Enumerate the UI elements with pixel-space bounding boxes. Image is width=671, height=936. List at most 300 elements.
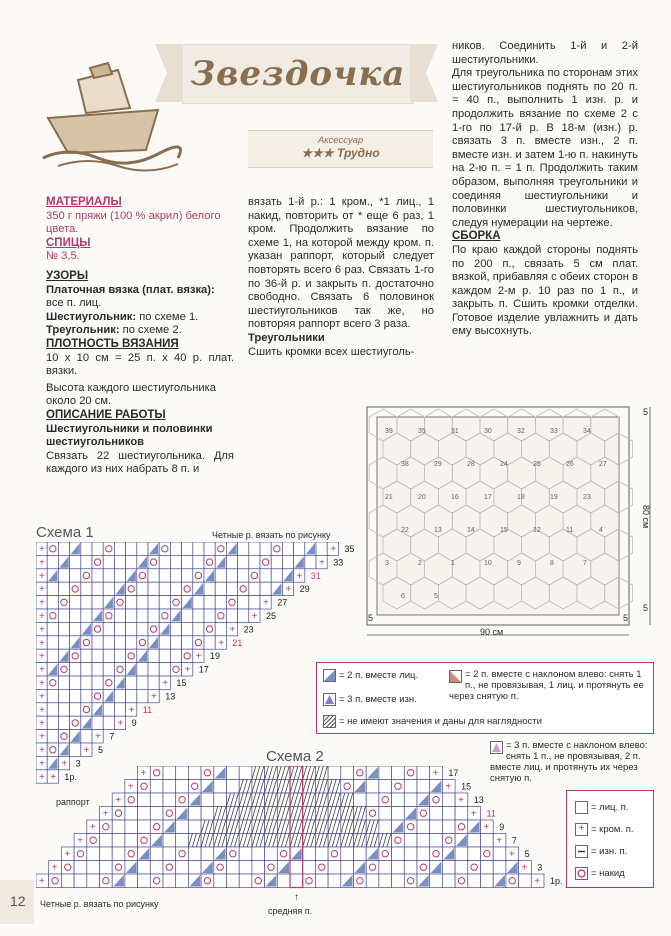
needles-text: № 3,5. bbox=[46, 250, 80, 263]
scheme2-row-label: 11 bbox=[486, 808, 496, 819]
scheme2-cell bbox=[74, 874, 87, 888]
scheme1-cell bbox=[47, 689, 58, 702]
scheme1-cell bbox=[114, 569, 125, 582]
scheme1-cell bbox=[238, 596, 249, 609]
scheme1-cell bbox=[70, 622, 81, 635]
column-3 bbox=[452, 40, 638, 339]
scheme1-cell bbox=[182, 649, 193, 662]
scheme1-cell bbox=[271, 555, 282, 568]
scheme2-cell bbox=[138, 874, 151, 888]
scheme1-cell bbox=[249, 582, 260, 595]
edge-stitch: + bbox=[39, 611, 45, 622]
scheme2-cell bbox=[227, 861, 240, 875]
edge-stitch: + bbox=[534, 876, 541, 887]
scheme2-cell bbox=[138, 834, 151, 848]
scheme1-cell bbox=[182, 542, 193, 555]
scheme1-cell bbox=[126, 676, 137, 689]
scheme1-cell bbox=[249, 542, 260, 555]
scheme2-cell bbox=[188, 766, 201, 780]
scheme2-cell bbox=[150, 874, 163, 888]
scheme2-cell bbox=[417, 820, 430, 834]
category-label: Аксессуар bbox=[317, 135, 364, 146]
scheme1-cell bbox=[70, 676, 81, 689]
scheme1-cell bbox=[114, 609, 125, 622]
edge-stitch: + bbox=[229, 624, 236, 636]
scheme1-cell bbox=[70, 609, 81, 622]
scheme2-cell bbox=[455, 874, 468, 888]
scheme2-cell bbox=[442, 861, 455, 875]
scheme1-cell bbox=[81, 596, 92, 609]
scheme2-cell bbox=[417, 766, 430, 780]
edge-stitch: + bbox=[285, 584, 292, 596]
scheme1-cell bbox=[126, 596, 137, 609]
scheme2-cell bbox=[354, 766, 367, 780]
scheme1-row-label: 27 bbox=[277, 597, 288, 608]
scheme1-cell bbox=[70, 663, 81, 676]
legend-l3: = 3 п. вместе изн. bbox=[339, 694, 417, 706]
scheme2-cell bbox=[87, 847, 100, 861]
scheme2-cell bbox=[379, 861, 392, 875]
scheme2-cell bbox=[112, 807, 125, 821]
scheme1-cell bbox=[92, 596, 103, 609]
key-k1: = лиц. п. bbox=[591, 802, 629, 814]
scheme2-cell bbox=[214, 861, 227, 875]
scheme1-cell bbox=[204, 542, 215, 555]
scheme1-cell bbox=[47, 730, 58, 743]
scheme1-cell bbox=[81, 703, 92, 716]
edge-stitch: + bbox=[128, 704, 135, 716]
scheme2-cell bbox=[404, 780, 417, 794]
scheme2-cell bbox=[176, 820, 189, 834]
scheme2-cell bbox=[176, 780, 189, 794]
scheme2-cell bbox=[354, 874, 367, 888]
scheme1-cell bbox=[92, 622, 103, 635]
scheme1-cell bbox=[182, 569, 193, 582]
piece-number: 2 bbox=[418, 560, 422, 567]
scheme2-cell bbox=[303, 874, 316, 888]
scheme2-cell bbox=[341, 780, 354, 794]
piece-number: 29 bbox=[434, 461, 442, 468]
scheme2-cell bbox=[341, 766, 354, 780]
scheme2-cell bbox=[430, 847, 443, 861]
scheme2-cell bbox=[201, 793, 214, 807]
scheme1-cell bbox=[92, 689, 103, 702]
scheme1-cell bbox=[103, 676, 114, 689]
piece-number: 39 bbox=[385, 428, 393, 435]
scheme1-cell bbox=[282, 555, 293, 568]
edge-stitch: + bbox=[39, 557, 45, 569]
scheme2-cell bbox=[442, 834, 455, 848]
scheme1-cell bbox=[204, 555, 215, 568]
scheme1-cell bbox=[305, 555, 316, 568]
scheme2-cell bbox=[125, 793, 138, 807]
scheme2-cell bbox=[290, 874, 303, 888]
scheme1-row-label: 9 bbox=[131, 718, 137, 729]
scheme2-cell bbox=[201, 874, 214, 888]
scheme1-cell bbox=[126, 636, 137, 649]
inner-panel bbox=[377, 417, 619, 615]
scheme1-cell bbox=[294, 542, 305, 555]
scheme1-cell bbox=[126, 582, 137, 595]
piece-number: 1 bbox=[451, 560, 455, 567]
scheme2-cell bbox=[379, 780, 392, 794]
scheme1-cell bbox=[249, 555, 260, 568]
page-number-label: 12 bbox=[10, 893, 26, 909]
scheme1-cell bbox=[114, 542, 125, 555]
edge-stitch: + bbox=[140, 768, 147, 779]
scheme1-row-label: 23 bbox=[243, 624, 254, 635]
edge-stitch: + bbox=[127, 781, 134, 793]
scheme2-cell bbox=[112, 847, 125, 861]
scheme1-cell bbox=[238, 569, 249, 582]
piece-number: 7 bbox=[583, 560, 587, 567]
scheme1-cell bbox=[137, 569, 148, 582]
scheme2-cell bbox=[176, 847, 189, 861]
scheme2-cell bbox=[163, 834, 176, 848]
edge-stitch: + bbox=[39, 771, 45, 783]
scheme1-cell bbox=[47, 609, 58, 622]
scheme1-cell bbox=[114, 689, 125, 702]
piece-number: 8 bbox=[550, 560, 554, 567]
scheme1-cell bbox=[47, 743, 58, 756]
scheme2-cell bbox=[392, 847, 405, 861]
edge-stitch: + bbox=[39, 570, 45, 582]
scheme1-cell bbox=[238, 555, 249, 568]
yarnover-icon bbox=[575, 867, 588, 880]
scheme2-cell bbox=[442, 807, 455, 821]
piece-number: 28 bbox=[467, 461, 475, 468]
scheme2-cell bbox=[188, 861, 201, 875]
scheme1-cell bbox=[193, 569, 204, 582]
scheme2-cell bbox=[201, 766, 214, 780]
scheme2-cell bbox=[468, 834, 481, 848]
scheme2-cell bbox=[392, 834, 405, 848]
scheme1-cell bbox=[103, 582, 114, 595]
scheme1-cell bbox=[148, 582, 159, 595]
difficulty-stars: ★★★ bbox=[301, 146, 334, 160]
k2tog-icon bbox=[323, 669, 336, 682]
scheme1-cell bbox=[137, 689, 148, 702]
scheme1-cell bbox=[159, 596, 170, 609]
column-2 bbox=[248, 196, 434, 359]
key-k2: = кром. п. bbox=[591, 824, 634, 836]
scheme1-cell bbox=[170, 596, 181, 609]
scheme1-cell bbox=[114, 663, 125, 676]
scheme1-cell bbox=[58, 730, 69, 743]
scheme1-cell bbox=[137, 622, 148, 635]
scheme1-cell bbox=[92, 636, 103, 649]
scheme2-cell bbox=[188, 847, 201, 861]
scheme1-cell bbox=[316, 542, 327, 555]
scheme1-row-label: 17 bbox=[198, 664, 209, 675]
scheme2-cell bbox=[176, 793, 189, 807]
edge-stitch: + bbox=[296, 570, 303, 582]
scheme1-cell bbox=[137, 596, 148, 609]
scheme1-cell bbox=[193, 609, 204, 622]
column-1 bbox=[46, 196, 234, 477]
scheme2-cell bbox=[404, 793, 417, 807]
scheme2-row-label: 3 bbox=[537, 862, 543, 873]
scheme1-cell bbox=[103, 663, 114, 676]
scheme2-cell bbox=[163, 793, 176, 807]
scheme1-cell bbox=[81, 609, 92, 622]
piece-number: 34 bbox=[583, 428, 591, 435]
piece-number: 22 bbox=[401, 527, 409, 534]
scheme1-cell bbox=[47, 676, 58, 689]
scheme1-cell bbox=[193, 542, 204, 555]
piece-number: 18 bbox=[517, 494, 525, 501]
col3-text-1: ников. Соединить 1-й и 2-й шестиугольники. bbox=[452, 40, 638, 66]
scheme1-cell bbox=[58, 609, 69, 622]
scheme1-cell bbox=[92, 542, 103, 555]
border-left-label: 5 bbox=[368, 613, 374, 623]
scheme1-row-label: 7 bbox=[109, 731, 115, 742]
scheme2-cell bbox=[188, 807, 201, 821]
edge-stitch: + bbox=[39, 664, 45, 676]
knit-icon bbox=[575, 801, 588, 814]
scheme2-cell bbox=[163, 807, 176, 821]
edge-stitch: + bbox=[508, 849, 515, 860]
scheme2-cell bbox=[506, 874, 519, 888]
scheme2-cell bbox=[239, 847, 252, 861]
pattern-hex-desc: по схеме 1. bbox=[136, 310, 199, 323]
scheme2-cell bbox=[404, 820, 417, 834]
edge-stitch: + bbox=[39, 584, 45, 596]
scheme1-row-label: 31 bbox=[310, 570, 321, 581]
scheme1-cell bbox=[103, 555, 114, 568]
scheme1-cell bbox=[159, 636, 170, 649]
scheme2-cell bbox=[150, 847, 163, 861]
scheme1-cell bbox=[70, 582, 81, 595]
scheme2-cell bbox=[61, 861, 74, 875]
scheme2-cell bbox=[468, 847, 481, 861]
edge-stitch: + bbox=[521, 862, 528, 874]
scheme1-cell bbox=[148, 609, 159, 622]
scheme2-cell bbox=[214, 874, 227, 888]
scheme1-cell bbox=[271, 569, 282, 582]
scheme2-cell bbox=[138, 807, 151, 821]
scheme1-cell bbox=[92, 569, 103, 582]
edge-stitch: + bbox=[39, 704, 45, 716]
scheme1-cell bbox=[260, 555, 271, 568]
scheme1-row-label: 19 bbox=[210, 651, 221, 662]
scheme2-cell bbox=[417, 861, 430, 875]
scheme1-cell bbox=[226, 609, 237, 622]
edge-stitch: + bbox=[102, 808, 109, 820]
piece-number: 9 bbox=[517, 560, 521, 567]
scheme1-cell bbox=[47, 703, 58, 716]
edge-stitch: + bbox=[432, 768, 439, 779]
scheme1-cell bbox=[159, 649, 170, 662]
piece-number: 5 bbox=[434, 593, 438, 600]
scheme2-cell bbox=[252, 861, 265, 875]
scheme2-cell bbox=[239, 766, 252, 780]
edge-stitch: + bbox=[95, 731, 101, 743]
key-k3: = изн. п. bbox=[591, 846, 628, 858]
scheme1-cell bbox=[81, 569, 92, 582]
scheme1-cell bbox=[47, 622, 58, 635]
scheme1-rapport: раппорт bbox=[56, 797, 90, 807]
scheme2-cell bbox=[239, 874, 252, 888]
scheme1-cell bbox=[103, 609, 114, 622]
pattern-tri-label: Треугольник: bbox=[46, 324, 120, 337]
scheme1-cell bbox=[170, 649, 181, 662]
page-title: Звездочка bbox=[190, 54, 406, 94]
edge-stitch: + bbox=[39, 678, 45, 689]
scheme2-cell bbox=[430, 793, 443, 807]
legend-l2: = 2 п. вместе с наклоном влево: снять 1 п., не провязывая, 1 лиц. и протянуть ее через снятую п. bbox=[449, 669, 644, 702]
edge-stitch: + bbox=[218, 637, 225, 649]
scheme1-cell bbox=[249, 569, 260, 582]
piece-number: 24 bbox=[500, 461, 508, 468]
edge-stitch: + bbox=[195, 651, 202, 663]
scheme2-row-label: 7 bbox=[511, 835, 517, 846]
scheme1-cell bbox=[70, 743, 81, 756]
edge-stitch: + bbox=[115, 795, 122, 806]
scheme1-cell bbox=[170, 582, 181, 595]
scheme1-cell bbox=[58, 703, 69, 716]
scheme1-cell bbox=[182, 636, 193, 649]
scheme2-cell bbox=[455, 820, 468, 834]
scheme1-cell bbox=[137, 542, 148, 555]
scheme2-cell bbox=[392, 766, 405, 780]
legend-l4: = не имеют значения и даны для наглядности bbox=[339, 716, 542, 728]
difficulty-banner bbox=[248, 130, 433, 168]
piece-number: 11 bbox=[566, 527, 574, 534]
scheme2-cell bbox=[442, 874, 455, 888]
scheme1-cell bbox=[193, 596, 204, 609]
scheme1-cell bbox=[238, 609, 249, 622]
scheme1-cell bbox=[148, 596, 159, 609]
density-heading: ПЛОТНОСТЬ ВЯЗАНИЯ bbox=[46, 337, 179, 350]
scheme2-row-label: 15 bbox=[461, 781, 472, 792]
scheme1-cell bbox=[47, 582, 58, 595]
scheme1-row-label: 21 bbox=[232, 637, 243, 648]
scheme1-cell bbox=[204, 622, 215, 635]
scheme2-cell bbox=[265, 847, 278, 861]
scheme2-row-label: 9 bbox=[499, 822, 505, 832]
scheme1-cell bbox=[204, 636, 215, 649]
scheme1-cell bbox=[126, 689, 137, 702]
piece-number: 13 bbox=[434, 527, 442, 534]
scheme1-row-label: 33 bbox=[333, 557, 344, 568]
scheme1-cell bbox=[58, 542, 69, 555]
scheme1-cell bbox=[170, 622, 181, 635]
edge-stitch: + bbox=[483, 822, 490, 833]
scheme1-cell bbox=[81, 676, 92, 689]
scheme2-cell bbox=[468, 874, 481, 888]
edge-stitch: + bbox=[39, 637, 45, 649]
scheme2-row-label: 5 bbox=[524, 849, 530, 859]
scheme1-cell bbox=[137, 676, 148, 689]
scheme2-cell bbox=[303, 861, 316, 875]
scheme2-cell bbox=[404, 847, 417, 861]
scheme2-cell bbox=[176, 874, 189, 888]
scheme1-cell bbox=[70, 689, 81, 702]
edge-stitch: + bbox=[458, 795, 464, 806]
work-text: Связать 22 шестиугольника. Для каждого из них набрать 8 п. и bbox=[46, 449, 234, 476]
edge-stitch: + bbox=[470, 808, 477, 820]
scheme1-cell bbox=[114, 596, 125, 609]
edge-stitch: + bbox=[251, 611, 258, 622]
scheme2-cell bbox=[150, 766, 163, 780]
piece-number: 6 bbox=[401, 593, 405, 600]
scheme2-cell bbox=[442, 793, 455, 807]
scheme2-cell bbox=[150, 793, 163, 807]
scheme2-cell bbox=[112, 820, 125, 834]
dim-width: 90 см bbox=[480, 627, 504, 637]
scheme2-cell bbox=[315, 861, 328, 875]
scheme2-cell bbox=[150, 807, 163, 821]
scheme2-cell bbox=[290, 861, 303, 875]
scheme1-cell bbox=[70, 649, 81, 662]
scheme1-cell bbox=[148, 555, 159, 568]
middle-arrow: ↑ bbox=[294, 892, 299, 903]
scheme1-cell bbox=[58, 663, 69, 676]
scheme2-cell bbox=[379, 793, 392, 807]
scheme2-cell bbox=[176, 861, 189, 875]
col3-text-3: По краю каждой стороны поднять по 200 п., связать 5 см плат. вязкой, прибавляя с обеих сторон в каждом 2-м р. 10 раз по 1 п., и закрыть п. Сшить кромки отделки. Готовое изделие увлажнить и дать ему высохнуть. bbox=[452, 243, 638, 338]
scheme2-cell bbox=[341, 847, 354, 861]
scheme2-cell bbox=[328, 861, 341, 875]
scheme1-cell bbox=[137, 636, 148, 649]
scheme1-cell bbox=[170, 663, 181, 676]
scheme2-cell bbox=[265, 861, 278, 875]
scheme2-cell bbox=[404, 861, 417, 875]
scheme2-cell bbox=[303, 847, 316, 861]
scheme1-cell bbox=[81, 582, 92, 595]
scheme1-cell bbox=[126, 649, 137, 662]
border-bottom-label: 5 bbox=[623, 613, 629, 623]
scheme1-cell bbox=[204, 582, 215, 595]
scheme1-cell bbox=[226, 582, 237, 595]
scheme1-cell bbox=[70, 703, 81, 716]
scheme1-cell bbox=[193, 622, 204, 635]
scheme1-cell bbox=[58, 689, 69, 702]
p3tog-icon bbox=[323, 693, 336, 706]
scheme1-cell bbox=[114, 649, 125, 662]
scheme2-cell bbox=[100, 874, 113, 888]
scheme1-cell bbox=[271, 542, 282, 555]
edge-stitch: + bbox=[319, 557, 325, 569]
scheme2-cell bbox=[74, 861, 87, 875]
scheme1-cell bbox=[148, 622, 159, 635]
scheme1-cell bbox=[249, 596, 260, 609]
scheme2-cell bbox=[392, 793, 405, 807]
scheme1-cell bbox=[70, 555, 81, 568]
scheme2-cell bbox=[138, 793, 151, 807]
scheme1-cell bbox=[226, 555, 237, 568]
scheme2-middle: средняя п. bbox=[268, 906, 313, 916]
scheme1-cell bbox=[159, 555, 170, 568]
scheme2-cell bbox=[315, 874, 328, 888]
col2-text-1: вязать 1-й р.: 1 кром., *1 лиц., 1 накид, повторить от * еще 6 раз, 1 кром. Продолжить вязание по схеме 1, на которой между кром. п. указан раппорт, который следует повторять всего 6 раз. Связать 1-го по 36-й р. и закрыть п. достаточно свободно. Связать 6 половинок шестиугольников так же, но повторяя раппорт всего 3 раза. bbox=[248, 196, 434, 331]
scheme2-cell bbox=[366, 861, 379, 875]
scheme2-cell bbox=[328, 874, 341, 888]
difficulty-label: Трудно bbox=[336, 146, 380, 160]
scheme1-cell bbox=[170, 569, 181, 582]
pattern-tri-desc: по схеме 2. bbox=[119, 324, 182, 337]
piece-number: 23 bbox=[583, 494, 591, 501]
scheme2-cell bbox=[112, 861, 125, 875]
scheme2-cell bbox=[430, 820, 443, 834]
scheme1-cell bbox=[148, 676, 159, 689]
edge-stitch: + bbox=[39, 731, 45, 743]
scheme2-cell bbox=[455, 847, 468, 861]
edge-stitch: + bbox=[39, 544, 45, 555]
scheme2-cell bbox=[430, 834, 443, 848]
scheme2-cell bbox=[125, 874, 138, 888]
